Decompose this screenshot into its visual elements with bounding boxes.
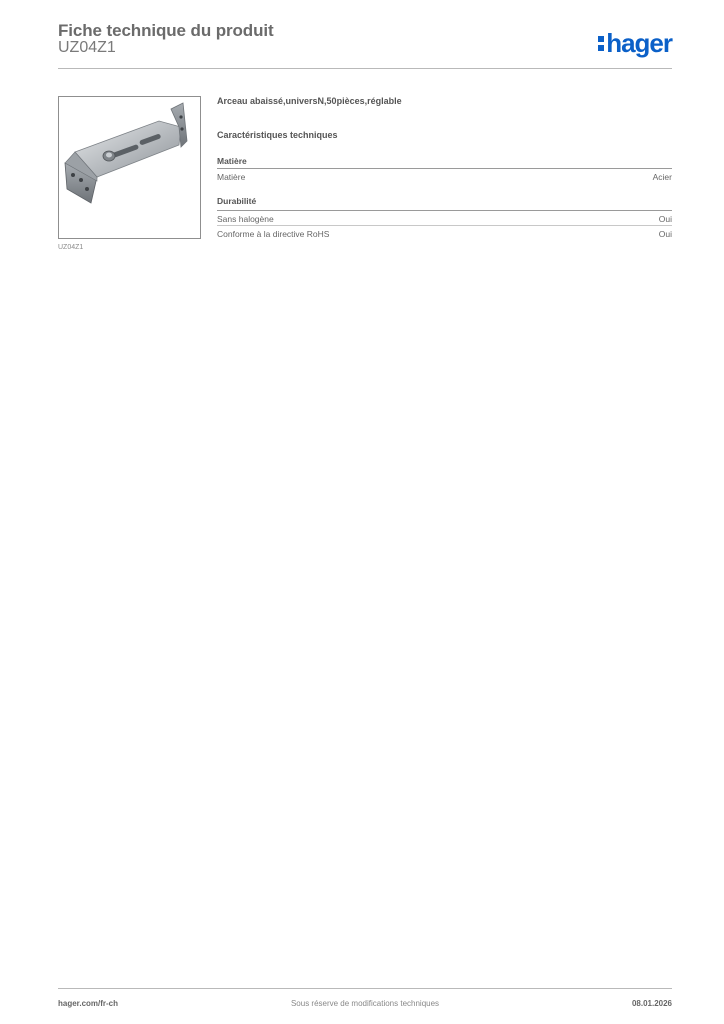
logo-mark-icon	[598, 28, 605, 50]
spec-value: Oui	[658, 229, 672, 239]
spec-row	[217, 210, 672, 226]
group-title-matiere: Matière	[217, 156, 247, 166]
spec-value: Acier	[652, 172, 672, 182]
mounting-bracket-image	[59, 97, 200, 238]
spec-label: Conforme à la directive RoHS	[217, 229, 330, 239]
document-title: Fiche technique du produit	[58, 21, 274, 40]
spec-row	[217, 168, 672, 184]
footer-note: Sous réserve de modifications techniques	[290, 999, 440, 1008]
page-header	[58, 20, 672, 69]
logo-text: hager	[606, 28, 672, 58]
product-code: UZ04Z1	[58, 39, 116, 56]
product-image	[58, 96, 201, 239]
hager-logo	[598, 28, 672, 58]
page-footer	[58, 988, 672, 1019]
product-name: Arceau abaissé,universN,50pièces,réglable	[217, 96, 402, 106]
spec-label: Matière	[217, 172, 246, 182]
spec-row	[217, 225, 672, 241]
image-caption: UZ04Z1	[58, 244, 84, 251]
footer-date: 08.01.2026	[631, 999, 672, 1008]
footer-url[interactable]: hager.com/fr-ch	[58, 999, 119, 1008]
section-title: Caractéristiques techniques	[217, 130, 338, 140]
spec-value: Oui	[658, 214, 672, 224]
group-title-durabilite: Durabilité	[217, 196, 257, 206]
spec-label: Sans halogène	[217, 214, 274, 224]
